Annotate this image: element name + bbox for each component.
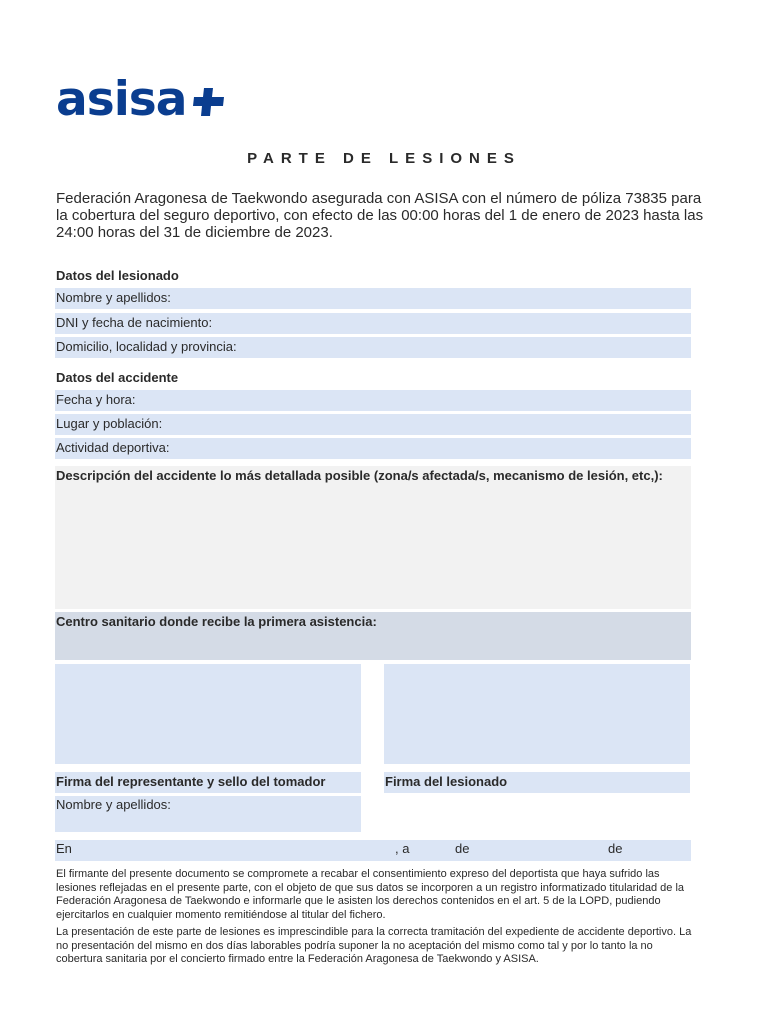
plus-cross-icon — [191, 84, 227, 120]
field-lugar-poblacion[interactable]: Lugar y población: — [55, 414, 691, 435]
section-heading-lesionado: Datos del lesionado — [56, 268, 179, 283]
descripcion-label: Descripción del accidente lo más detallada posible (zona/s afectada/s, mecanismo de lesión, etc,): — [56, 468, 663, 483]
field-centro-sanitario[interactable] — [55, 612, 691, 660]
signature-box-lesionado[interactable] — [384, 664, 690, 764]
centro-label: Centro sanitario donde recibe la primera asistencia: — [56, 614, 377, 629]
signature-box-representante[interactable] — [55, 664, 361, 764]
de-label-2: de — [608, 841, 623, 856]
de-label-1: de — [455, 841, 470, 856]
legal-paragraph-lopd: El firmante del presente documento se compromete a recabar el consentimiento expreso del deportista que haya sufrido las lesiones reflejadas en el presente parte, con el objeto de que sus datos se incorporen a un registro informatizado titularidad de la Federación Aragonesa de Taekwondo e informarle que le asisten los derechos contenidos en el art. 5 de la LOPD, pudiendo ejercitarlos en cualquier momento remitiéndose al titular del fichero. — [56, 868, 684, 921]
field-descripcion-accidente[interactable] — [55, 466, 691, 609]
logo-text: asisa — [56, 72, 187, 127]
section-heading-accidente: Datos del accidente — [56, 370, 179, 385]
intro-paragraph: Federación Aragonesa de Taekwondo asegurada con ASISA con el número de póliza 73835 para la cobertura del seguro deportivo, con efecto de las 00:00 horas del 1 de enero de 2023 hasta las 24:00 horas del 31 de diciembre de 2023. — [56, 190, 704, 241]
firma-lesionado-label: Firma del lesionado — [384, 772, 690, 793]
field-dni-fecha-nacimiento[interactable]: DNI y fecha de nacimiento: — [55, 313, 691, 334]
en-label: En — [56, 841, 72, 856]
document-title: PARTE DE LESIONES — [247, 150, 521, 167]
field-nombre-apellidos[interactable]: Nombre y apellidos: — [55, 288, 691, 309]
fecha-lugar-row[interactable] — [55, 840, 691, 861]
a-label: , a — [395, 841, 410, 856]
field-fecha-hora[interactable]: Fecha y hora: — [55, 390, 691, 411]
field-actividad-deportiva[interactable]: Actividad deportiva: — [55, 438, 691, 459]
field-nombre-firmante[interactable]: Nombre y apellidos: — [55, 796, 361, 832]
legal-paragraph-presentacion: La presentación de este parte de lesiones es imprescindible para la correcta tramitación del expediente de accidente deportivo. La no presentación del mismo en dos días laborables podría suponer la no aceptación del mismo como tal y por lo tanto la no cobertura sanitaria por el concierto firmado entre la Federación Aragonesa de Taekwondo y ASISA. — [56, 926, 692, 965]
asisa-logo — [56, 72, 227, 127]
firma-representante-label: Firma del representante y sello del tomador — [55, 772, 361, 793]
field-domicilio[interactable]: Domicilio, localidad y provincia: — [55, 337, 691, 358]
